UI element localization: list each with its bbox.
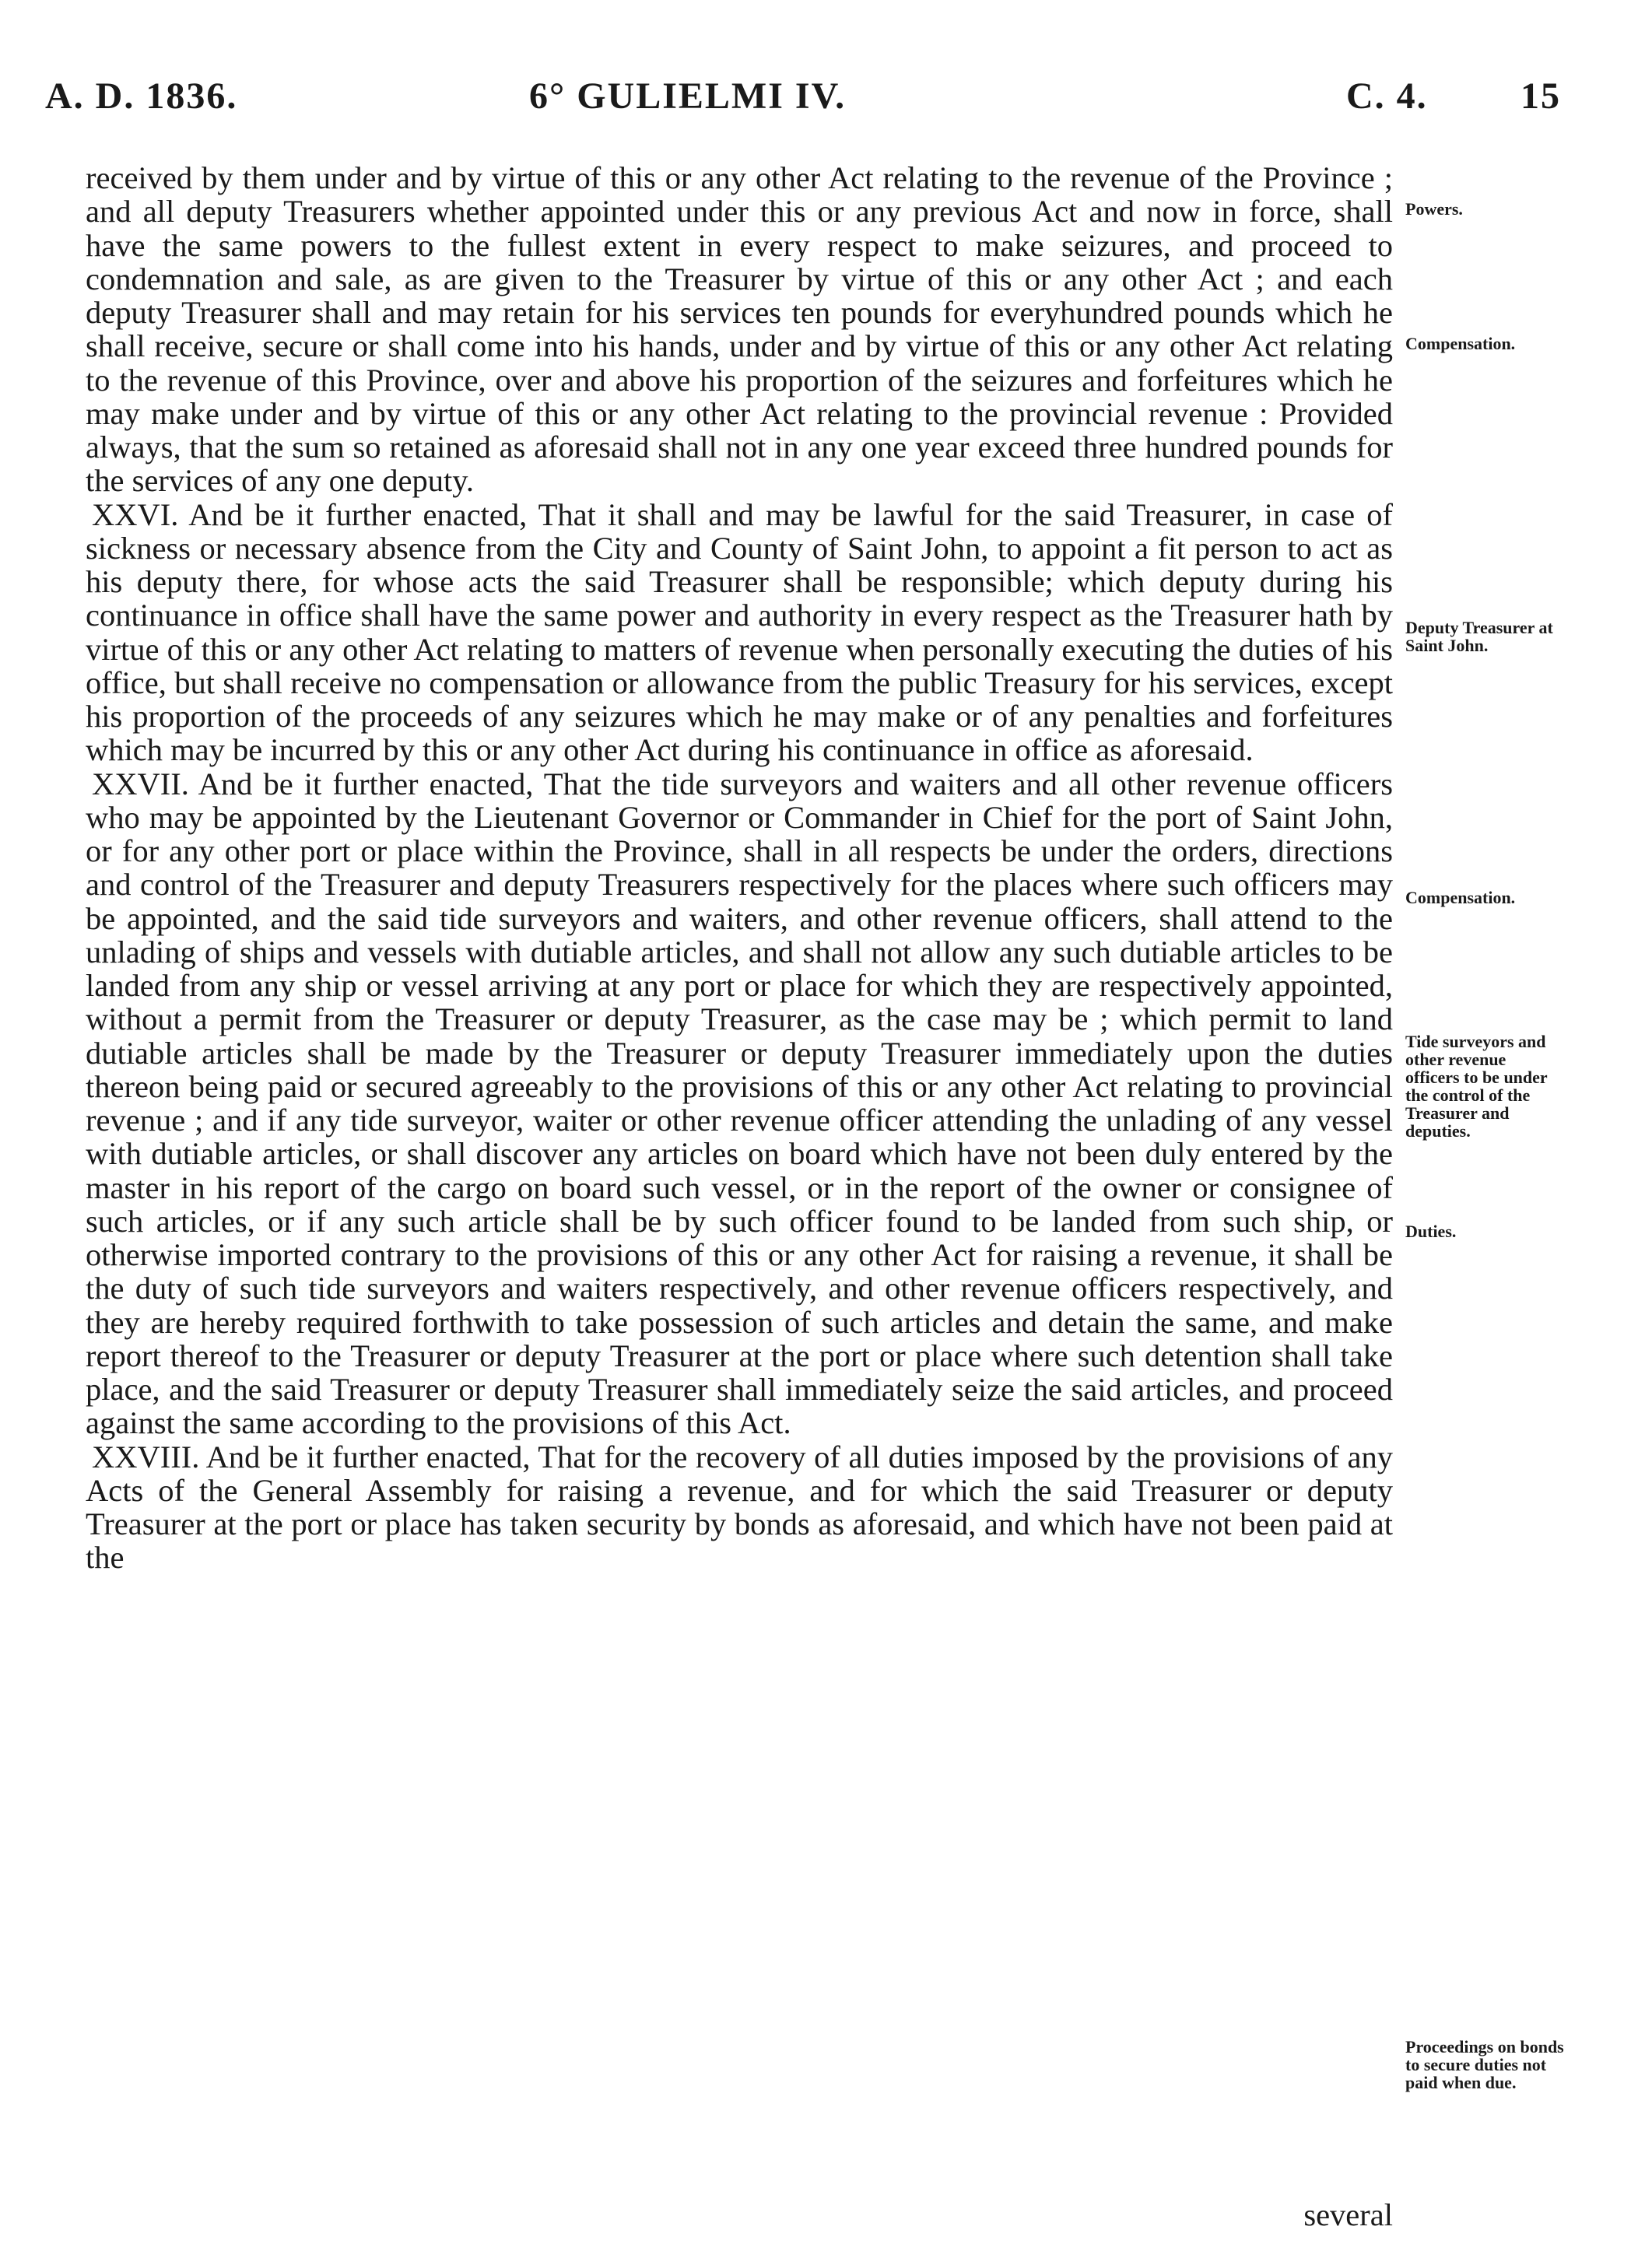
margin-note-duties: Duties. [1405,1222,1457,1241]
margin-note-compensation: Compensation. [1405,334,1516,353]
margin-note-deputy-treasurer: Deputy Treasurer at Saint John. [1405,618,1553,655]
header-year: A. D. 1836. [45,75,238,117]
section-xxvii: XXVII. And be it further enacted, That the tide surveyors and waiters and all other revenue officers who may be appointed by the Lieutenant Governor or Commander in Chief for the port of Saint John, or for any other port or place within the Province, shall in all respects be under the orders, directions and control of the Treasurer and deputy Treasurers respectively for the places where such officers may be appointed, and the said tide surveyors and waiters, and other revenue officers, shall attend to the unlading of ships and vessels with dutiable articles, and shall not allow any such dutiable articles to be landed from any ship or vessel arriving at any port or place for which they are respectively appointed, without a permit from the Treasurer or deputy Treasurer, as the case may be ; which permit to land dutiable articles shall be made by the Treasurer or deputy Treasurer immediately upon the duties thereon being paid or secured agreeably to the provisions of this or any other Act relating to provincial revenue ; and if any tide surveyor, waiter or other revenue officer attending the unlading of any vessel with dutiable articles, or shall discover any articles on board which have not been duly entered by the master in his report of the cargo on board such vessel, or in the report of the owner or consignee of such articles, or if any such article shall be by such officer found to be landed from such ship, or otherwise imported contrary to the provisions of this or any other Act for raising a revenue, it shall be the duty of such tide surveyors and waiters respectively, and other revenue officers respectively, and they are hereby required forthwith to take possession of such articles and detain the same, and make report thereof to the Treasurer or deputy Treasurer at the port or place where such detention shall take place, and the said Treasurer or deputy Treasurer shall immediately seize the said articles, and proceed against the same according to the provisions of this Act. [86,766,1393,1441]
margin-note-powers: Powers. [1405,199,1463,219]
header-chapter: C. 4. [1346,75,1428,117]
body-text [86,161,1393,1575]
page-number: 15 [1520,75,1561,117]
margin-note-tide-surveyors: Tide surveyors and other revenue officers to be under the control of the Treasurer and deputies. [1405,1032,1548,1141]
margin-note-compensation-2: Compensation. [1405,888,1516,907]
catchword: several [1303,2197,1393,2232]
page-header [45,75,1570,129]
margin-note-proceedings: Proceedings on bonds to secure duties not paid when due. [1405,2037,1564,2092]
paragraph-continuation: received by them under and by virtue of this or any other Act relating to the revenue of the Province ; and all deputy Treasurers whether appointed under this or any previous Act and now in force, shall have the same powers to the fullest extent in every respect to make seizures, and proceed to condemnation and sale, as are given to the Treasurer by virtue of this or any other Act ; and each deputy Treasurer shall and may retain for his services ten pounds for everyhundred pounds which he shall receive, secure or shall come into his hands, under and by virtue of this or any other Act relating to the revenue of this Province, over and above his proportion of the seizures and forfeitures which he may make under and by virtue of this or any other Act relating to the provincial revenue : Provided always, that the sum so retained as aforesaid shall not in any one year exceed three hundred pounds for the services of any one deputy. [86,160,1393,499]
section-xxviii: XXVIII. And be it further enacted, That for the recovery of all duties imposed by the provisions of any Acts of the General Assembly for raising a revenue, and for which the said Treasurer or deputy Treasurer at the port or place has taken security by bonds as aforesaid, and which have not been paid at the [86,1439,1393,1576]
header-reign: 6° GULIELMI IV. [529,75,847,117]
section-xxvi: XXVI. And be it further enacted, That it shall and may be lawful for the said Treasurer, in case of sickness or necessary absence from the City and County of Saint John, to appoint a fit person to act as his deputy there, for whose acts the said Treasurer shall be responsible; which deputy during his continuance in office shall have the same power and authority in every respect as the Treasurer hath by virtue of this or any other Act relating to matters of revenue when personally executing the duties of his office, but shall receive no compensation or allowance from the public Treasury for his services, except his proportion of the proceeds of any seizures which he may make or of any penalties and forfeitures which may be incurred by this or any other Act during his continuance in office as aforesaid. [86,496,1393,768]
